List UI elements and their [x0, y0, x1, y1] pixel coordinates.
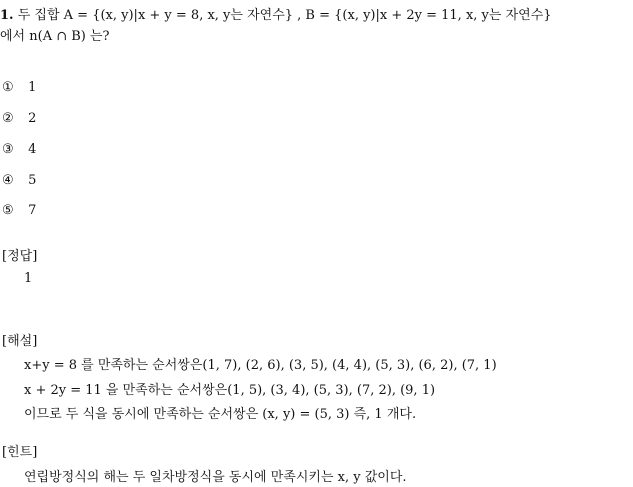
option-2-mark: ②: [2, 111, 14, 126]
answer-label: [정답]: [2, 249, 38, 264]
question-text-line-2: 에서 n(A ∩ B) 는?: [0, 29, 110, 44]
explanation-line-3: 이므로 두 식을 동시에 만족하는 순서쌍은 (x, y) = (5, 3) 즉, 1 개다.: [24, 407, 417, 422]
question-text-line-1: 두 집합 A = {(x, y)|x + y = 8, x, y는 자연수} , B = {(x, y)|x + 2y = 11, x, y는 자연수}: [17, 8, 552, 23]
option-3-mark: ③: [2, 142, 14, 157]
question-number: 1.: [0, 8, 14, 23]
option-5-mark: ⑤: [2, 203, 14, 218]
option-4-mark: ④: [2, 173, 14, 188]
option-1-value: 1: [28, 80, 37, 95]
question-line-2: [0, 25, 110, 44]
hint-text: 연립방정식의 해는 두 일차방정식을 동시에 만족시키는 x, y 값이다.: [24, 470, 407, 485]
option-1-mark: ①: [2, 80, 14, 95]
explanation-line-2: x + 2y = 11 을 만족하는 순서쌍은(1, 5), (3, 4), (5, 3), (7, 2), (9, 1): [24, 383, 436, 398]
explanation-label: [해설]: [2, 334, 38, 349]
option-5[interactable]: [2, 203, 36, 218]
option-1[interactable]: [2, 80, 36, 95]
option-4-value: 5: [28, 173, 37, 188]
option-2-value: 2: [28, 111, 37, 126]
question-line-1: [0, 4, 552, 23]
option-3-value: 4: [28, 142, 37, 157]
option-2[interactable]: [2, 111, 36, 126]
option-3[interactable]: [2, 142, 36, 157]
explanation-line-1: x+y = 8 를 만족하는 순서쌍은(1, 7), (2, 6), (3, 5), (4, 4), (5, 3), (6, 2), (7, 1): [24, 358, 497, 373]
hint-label: [힌트]: [2, 445, 38, 460]
option-5-value: 7: [28, 203, 37, 218]
option-4[interactable]: [2, 173, 36, 188]
answer-value: 1: [24, 271, 33, 286]
